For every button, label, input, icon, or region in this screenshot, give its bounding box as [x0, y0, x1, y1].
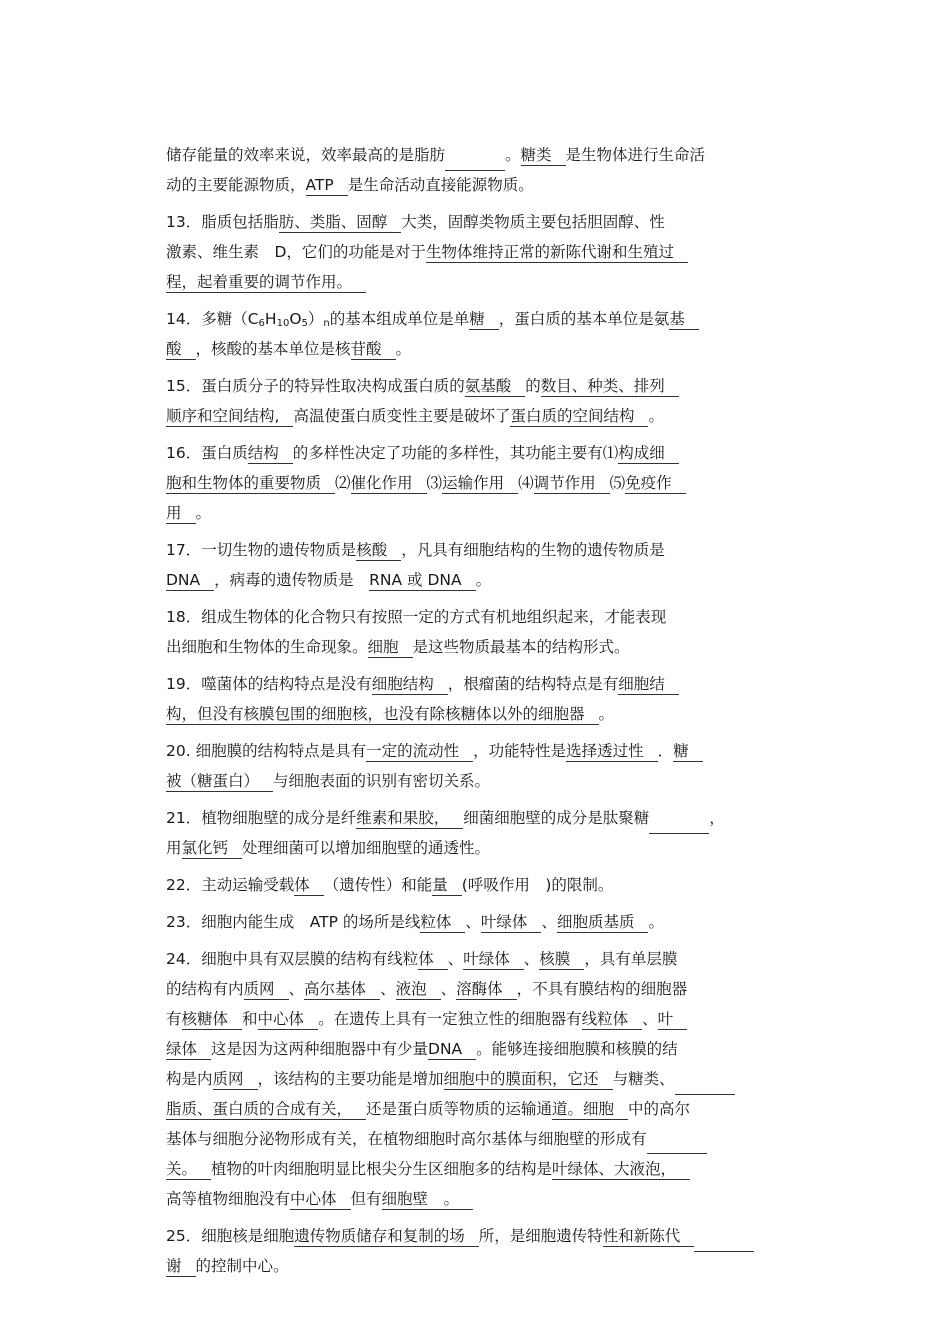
question-text: 14．多糖（C — [166, 310, 259, 328]
answer-blank: 中心体 — [290, 1190, 351, 1210]
answer-blank: 细胞结构 — [372, 675, 448, 695]
question-text: （遗传性）和能 — [323, 876, 433, 894]
answer-blank: 结构 — [248, 444, 293, 464]
question-text: ． — [657, 742, 674, 760]
question-paragraph — [166, 944, 786, 1214]
question-paragraph — [166, 669, 786, 729]
question-text: 这是因为这两种细胞器中有少量 — [211, 1040, 429, 1058]
question-text: ，具有单层膜 — [584, 950, 678, 968]
answer-blank: 质网 — [244, 980, 289, 1000]
answer-blank: 氨基酸 — [465, 377, 526, 397]
question-text: ，病毒的遗传物质是 — [214, 571, 370, 589]
answer-blank: 被（糖蛋白） — [166, 772, 273, 792]
question-text: 、 — [523, 950, 540, 968]
question-text: 、 — [440, 980, 457, 998]
answer-blank — [445, 149, 505, 171]
text-line — [166, 907, 786, 937]
question-text: 17．一切生物的遗传物质是 — [166, 541, 357, 559]
question-text: 植物的叶肉细胞明显比根尖分生区细胞多的结构是 — [211, 1160, 553, 1178]
question-text: 。 — [648, 407, 664, 425]
question-text: 。能够连接细胞膜和核膜的结 — [476, 1040, 678, 1058]
answer-blank: 体 — [294, 876, 324, 896]
answer-blank: 糖 — [469, 310, 499, 330]
answer-blank — [649, 812, 709, 834]
subscript: 6 — [258, 318, 265, 329]
question-text: 16．蛋白质 — [166, 444, 248, 462]
answer-blank: 核酸 — [356, 541, 401, 561]
question-text: 19．噬菌体的结构特点是没有 — [166, 675, 372, 693]
question-text: 中的高尔 — [628, 1100, 691, 1118]
answer-blank: 酸 — [166, 340, 196, 360]
answer-blank: 催化作用 — [351, 474, 427, 494]
question-paragraph — [166, 1221, 786, 1281]
text-line — [166, 669, 786, 699]
text-line — [166, 170, 786, 200]
question-text: 、 — [642, 1010, 658, 1028]
question-text: 构是内 — [166, 1070, 213, 1088]
question-text: O — [289, 310, 302, 328]
text-line — [166, 1154, 786, 1184]
question-text: 用 — [166, 839, 182, 857]
answer-blank: 苷酸 — [351, 340, 396, 360]
question-text: 激素、维生素 D，它们的功能是对于 — [166, 243, 426, 261]
question-text: 和 — [242, 1010, 258, 1028]
text-line — [166, 1004, 786, 1034]
question-text: ，功能特性是 — [473, 742, 567, 760]
text-line — [166, 1034, 786, 1064]
question-text: 24．细胞中具有双层膜的结构有线粒 — [166, 950, 419, 968]
question-text: 的基本组成单位是单 — [329, 310, 470, 328]
text-line — [166, 468, 786, 498]
answer-blank: 细胞结 — [618, 675, 679, 695]
question-text: 。在遗传上具有一定独立性的细胞器有 — [318, 1010, 582, 1028]
question-text: ） — [307, 310, 324, 328]
question-text: 细菌细胞壁的成分是肽聚糖 — [463, 809, 650, 827]
text-line — [166, 1251, 786, 1281]
answer-blank: 生物体维持正常的新陈代谢和生殖过 — [426, 243, 688, 263]
question-text: 有 — [166, 1010, 182, 1028]
answer-blank: 一定的流动性 — [366, 742, 473, 762]
question-text: 是这些物质最基本的结构形式。 — [412, 638, 630, 656]
answer-blank: 基 — [669, 310, 699, 330]
question-text: 13．脂质包括脂 — [166, 213, 279, 231]
answer-blank: 线粒体 — [582, 1010, 643, 1030]
answer-blank — [647, 1132, 707, 1154]
answer-blank: 构，但没有核膜包围的细胞核，也没有除核糖体以外的细胞器 — [166, 705, 599, 725]
answer-blank: 量 — [432, 876, 462, 896]
answer-blank: 选择透过性 — [566, 742, 658, 762]
answer-blank: 胞和生物体的重要物质 — [166, 474, 335, 494]
text-line — [166, 1094, 786, 1124]
question-text: 是生命活动直接能源物质。 — [347, 176, 534, 194]
question-text: 出细胞和生物体的生命现象。 — [166, 638, 368, 656]
question-paragraph — [166, 736, 786, 796]
text-line — [166, 602, 786, 632]
answer-blank: 蛋白质的空间结构 — [510, 407, 648, 427]
question-text: H — [264, 310, 277, 328]
question-text: 高等植物细胞没有 — [166, 1190, 291, 1208]
question-text: 储存能量的效率来说，效率最高的是脂肪 — [166, 146, 446, 164]
question-text: ，该结构的主要功能是增加 — [257, 1070, 444, 1088]
answer-blank: 顺序和空间结构, — [166, 407, 293, 427]
question-text: 25．细胞核是细胞 — [166, 1227, 295, 1245]
question-text: 21．植物细胞壁的成分是纤 — [166, 809, 357, 827]
answer-blank: 中心体 — [258, 1010, 319, 1030]
question-text: ⑵ — [335, 474, 351, 492]
answer-blank: 细胞壁 。 — [382, 1190, 474, 1210]
answer-blank: 糖类 — [521, 146, 566, 166]
question-text: 的结构有内 — [166, 980, 244, 998]
text-line — [166, 833, 786, 863]
question-paragraph — [166, 304, 786, 364]
answer-blank: DNA — [428, 1040, 476, 1060]
text-line — [166, 207, 786, 237]
question-text: (呼吸作用 )的限制。 — [461, 876, 614, 894]
question-text: 、 — [465, 913, 481, 931]
answer-blank — [675, 1073, 735, 1095]
text-line — [166, 1124, 786, 1154]
text-line — [166, 438, 786, 468]
question-text: 18．组成生物体的化合物只有按照一定的方式有机地组织起来，才能表现 — [166, 608, 667, 626]
text-line — [166, 237, 786, 267]
text-line — [166, 498, 786, 528]
text-line — [166, 803, 786, 833]
question-text: 20. 细胞膜的结构特点是具有 — [166, 742, 367, 760]
text-line — [166, 1184, 786, 1214]
question-paragraph — [166, 207, 786, 297]
answer-blank: 糖 — [673, 742, 703, 762]
question-text: 。 — [195, 504, 212, 522]
answer-blank: 液泡 — [396, 980, 441, 1000]
question-text: 15．蛋白质分子的特异性取决构成蛋白质的 — [166, 377, 465, 395]
question-text: 。 — [648, 913, 664, 931]
question-text: 22．主动运输受载 — [166, 876, 295, 894]
answer-blank: 维素和果胶， — [356, 809, 463, 829]
question-paragraph — [166, 371, 786, 431]
question-text: ，蛋白质的基本单位是氨 — [498, 310, 670, 328]
question-paragraph — [166, 140, 786, 200]
answer-blank: 粒体 — [420, 913, 465, 933]
text-line — [166, 334, 786, 364]
answer-blank: 运输作用 — [442, 474, 518, 494]
text-line — [166, 870, 786, 900]
question-text: 但有 — [350, 1190, 382, 1208]
text-line — [166, 267, 786, 297]
answer-blank: 叶绿体 — [481, 913, 542, 933]
question-text: 与糖类、 — [612, 1070, 675, 1088]
answer-blank: 调节作用 — [534, 474, 610, 494]
text-line — [166, 974, 786, 1004]
question-text: ，凡具有细胞结构的生物的遗传物质是 — [401, 541, 665, 559]
answer-blank: 脂质、蛋白质的合成有关， — [166, 1100, 366, 1120]
question-text: 、 — [447, 950, 464, 968]
answer-blank: 谢 — [166, 1257, 196, 1277]
question-text: 处理细菌可以增加细胞壁的通透性。 — [242, 839, 491, 857]
answer-blank: 细胞 — [368, 638, 413, 658]
answer-blank: 遗传物质储存和复制的场 — [294, 1227, 479, 1247]
question-paragraph — [166, 907, 786, 937]
text-line — [166, 304, 786, 334]
answer-blank: 溶酶体 — [456, 980, 517, 1000]
question-text: 、 — [380, 980, 396, 998]
question-text: 所，是细胞遗传特 — [478, 1227, 603, 1245]
subscript: 5 — [301, 318, 308, 329]
answer-blank: 质网 — [213, 1070, 258, 1090]
answer-blank: 程，起着重要的调节作用。 — [166, 273, 366, 293]
text-line — [166, 1221, 786, 1251]
question-text: ，根瘤菌的结构特点是有 — [447, 675, 619, 693]
answer-blank: 性和新陈代 — [603, 1227, 695, 1247]
question-text: 。 — [598, 705, 615, 723]
question-text: ⑶ — [426, 474, 443, 492]
question-paragraph — [166, 803, 786, 863]
question-text: 。 — [475, 571, 492, 589]
answer-blank: 叶 — [658, 1010, 688, 1030]
answer-blank: 体 — [418, 950, 448, 970]
question-text: 高温使蛋白质变性主要是破坏了 — [293, 407, 511, 425]
question-paragraph — [166, 535, 786, 595]
question-text: 。 — [395, 340, 412, 358]
answer-blank: 细胞质基质 — [557, 913, 649, 933]
question-text: ，不具有膜结构的细胞器 — [516, 980, 688, 998]
answer-blank: 构成细 — [618, 444, 679, 464]
answer-blank: 核糖体 — [182, 1010, 243, 1030]
answer-blank: RNA 或 DNA — [369, 571, 475, 591]
question-text: 基体与细胞分泌物形成有关，在植物细胞时高尔基体与细胞壁的形成有 — [166, 1130, 647, 1148]
answer-blank: 道。细胞 — [552, 1100, 628, 1120]
answer-blank: 免疫作 — [625, 474, 686, 494]
text-line — [166, 565, 786, 595]
question-text: 的控制中心。 — [195, 1257, 289, 1275]
question-text: ⑸ — [609, 474, 626, 492]
text-line — [166, 401, 786, 431]
answer-blank: 叶绿体 — [463, 950, 524, 970]
question-text: 动的主要能源物质， — [166, 176, 306, 194]
answer-blank: 数目、种类、排列 — [541, 377, 679, 397]
answer-blank: 关。 — [166, 1160, 211, 1180]
question-text: 、 — [288, 980, 305, 998]
subscript: n — [323, 318, 330, 329]
question-text: ，核酸的基本单位是核 — [195, 340, 351, 358]
text-line — [166, 140, 786, 170]
question-text: 大类，固醇类物质主要包括胆固醇、性 — [401, 213, 665, 231]
answer-blank: 核膜 — [539, 950, 584, 970]
question-text: 的 — [525, 377, 541, 395]
answer-blank: ATP — [306, 176, 348, 196]
question-paragraph — [166, 870, 786, 900]
document-page — [166, 140, 786, 1288]
answer-blank: DNA — [166, 571, 214, 591]
answer-blank: 肪、类脂、固醇 — [279, 213, 402, 233]
question-text: ⑷ — [518, 474, 534, 492]
answer-blank: 氯化钙 — [182, 839, 243, 859]
text-line — [166, 632, 786, 662]
answer-blank: 高尔基体 — [304, 980, 380, 1000]
text-line — [166, 371, 786, 401]
question-paragraph — [166, 438, 786, 528]
answer-blank: 用 — [166, 504, 196, 524]
question-text: 与细胞表面的识别有密切关系。 — [273, 772, 491, 790]
question-text: 、 — [541, 913, 557, 931]
text-line — [166, 944, 786, 974]
question-paragraph — [166, 602, 786, 662]
question-text: 是生物体进行生命活 — [565, 146, 706, 164]
text-line — [166, 699, 786, 729]
question-text: 23．细胞内能生成 ATP 的场所是线 — [166, 913, 421, 931]
text-line — [166, 535, 786, 565]
question-text: 还是蛋白质等物质的运输通 — [366, 1100, 553, 1118]
answer-blank: 叶绿体、大液泡， — [552, 1160, 690, 1180]
text-line — [166, 736, 786, 766]
text-line — [166, 1064, 786, 1094]
subscript: 10 — [276, 318, 290, 329]
question-text: ， — [709, 809, 725, 827]
answer-blank — [694, 1230, 754, 1252]
answer-blank: 绿体 — [166, 1040, 211, 1060]
answer-blank: 细胞中的膜面积，它还 — [444, 1070, 613, 1090]
question-text: 。 — [505, 146, 521, 164]
question-text: 的多样性决定了功能的多样性，其功能主要有⑴ — [292, 444, 619, 462]
text-line — [166, 766, 786, 796]
